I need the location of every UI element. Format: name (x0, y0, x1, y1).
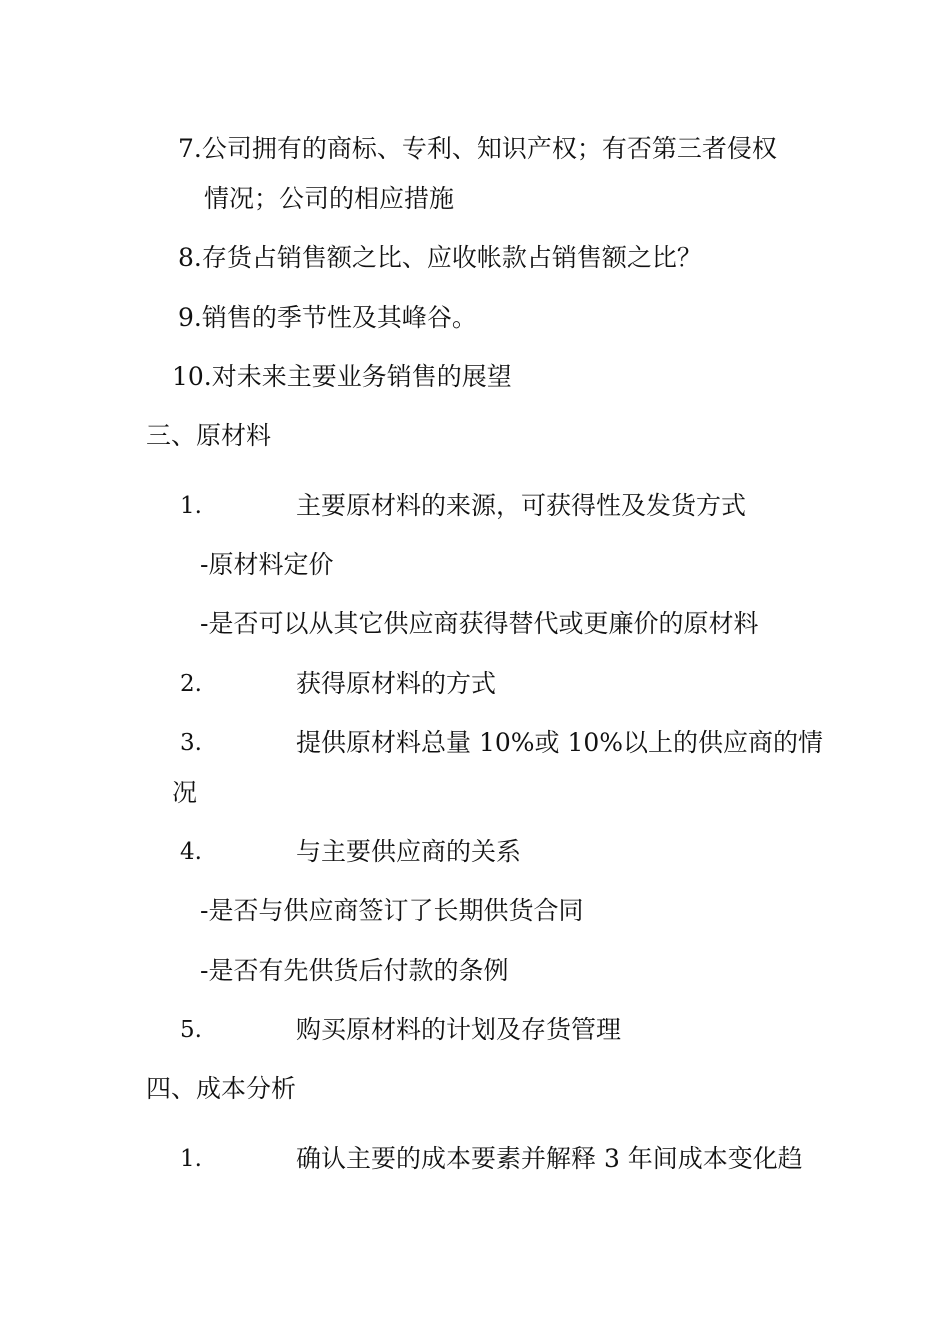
list-item-7-continuation: 情况；公司的相应措施 (204, 184, 455, 213)
raw-item-5-text: 购买原材料的计划及存货管理 (296, 1015, 622, 1044)
cost-item-1-number: 1. (180, 1146, 202, 1172)
raw-item-1-number: 1. (180, 493, 202, 519)
raw-item-2-number: 2. (180, 671, 202, 697)
raw-item-3-text: 提供原材料总量 10%或 10%以上的供应商的情 (296, 728, 824, 757)
raw-item-4-text: 与主要供应商的关系 (296, 837, 522, 866)
raw-item-1-text: 主要原材料的来源，可获得性及发货方式 (296, 491, 747, 520)
raw-item-3-number: 3. (180, 730, 202, 756)
raw-item-2-text: 获得原材料的方式 (296, 669, 497, 698)
cost-item-1-text: 确认主要的成本要素并解释 3 年间成本变化趋 (296, 1144, 803, 1173)
raw-item-4-number: 4. (180, 839, 202, 865)
list-item-7: 7.公司拥有的商标、专利、知识产权；有否第三者侵权 (178, 134, 777, 163)
raw-item-5-number: 5. (180, 1017, 202, 1043)
raw-item-3-continuation: 况 (172, 778, 198, 807)
section-heading-cost-analysis: 四、成本分析 (146, 1074, 297, 1103)
section-heading-raw-materials: 三、原材料 (146, 421, 272, 450)
raw-item-1-sub-alternatives: -是否可以从其它供应商获得替代或更廉价的原材料 (200, 609, 759, 638)
raw-item-4-sub-contract: -是否与供应商签订了长期供货合同 (200, 896, 584, 925)
list-item-10: 10.对未来主要业务销售的展望 (172, 362, 512, 391)
raw-item-4-sub-payment: -是否有先供货后付款的条例 (200, 956, 509, 985)
raw-item-1-sub-pricing: -原材料定价 (200, 550, 334, 579)
list-item-9: 9.销售的季节性及其峰谷。 (178, 303, 477, 332)
list-item-8: 8.存货占销售额之比、应收帐款占销售额之比？ (178, 243, 702, 272)
